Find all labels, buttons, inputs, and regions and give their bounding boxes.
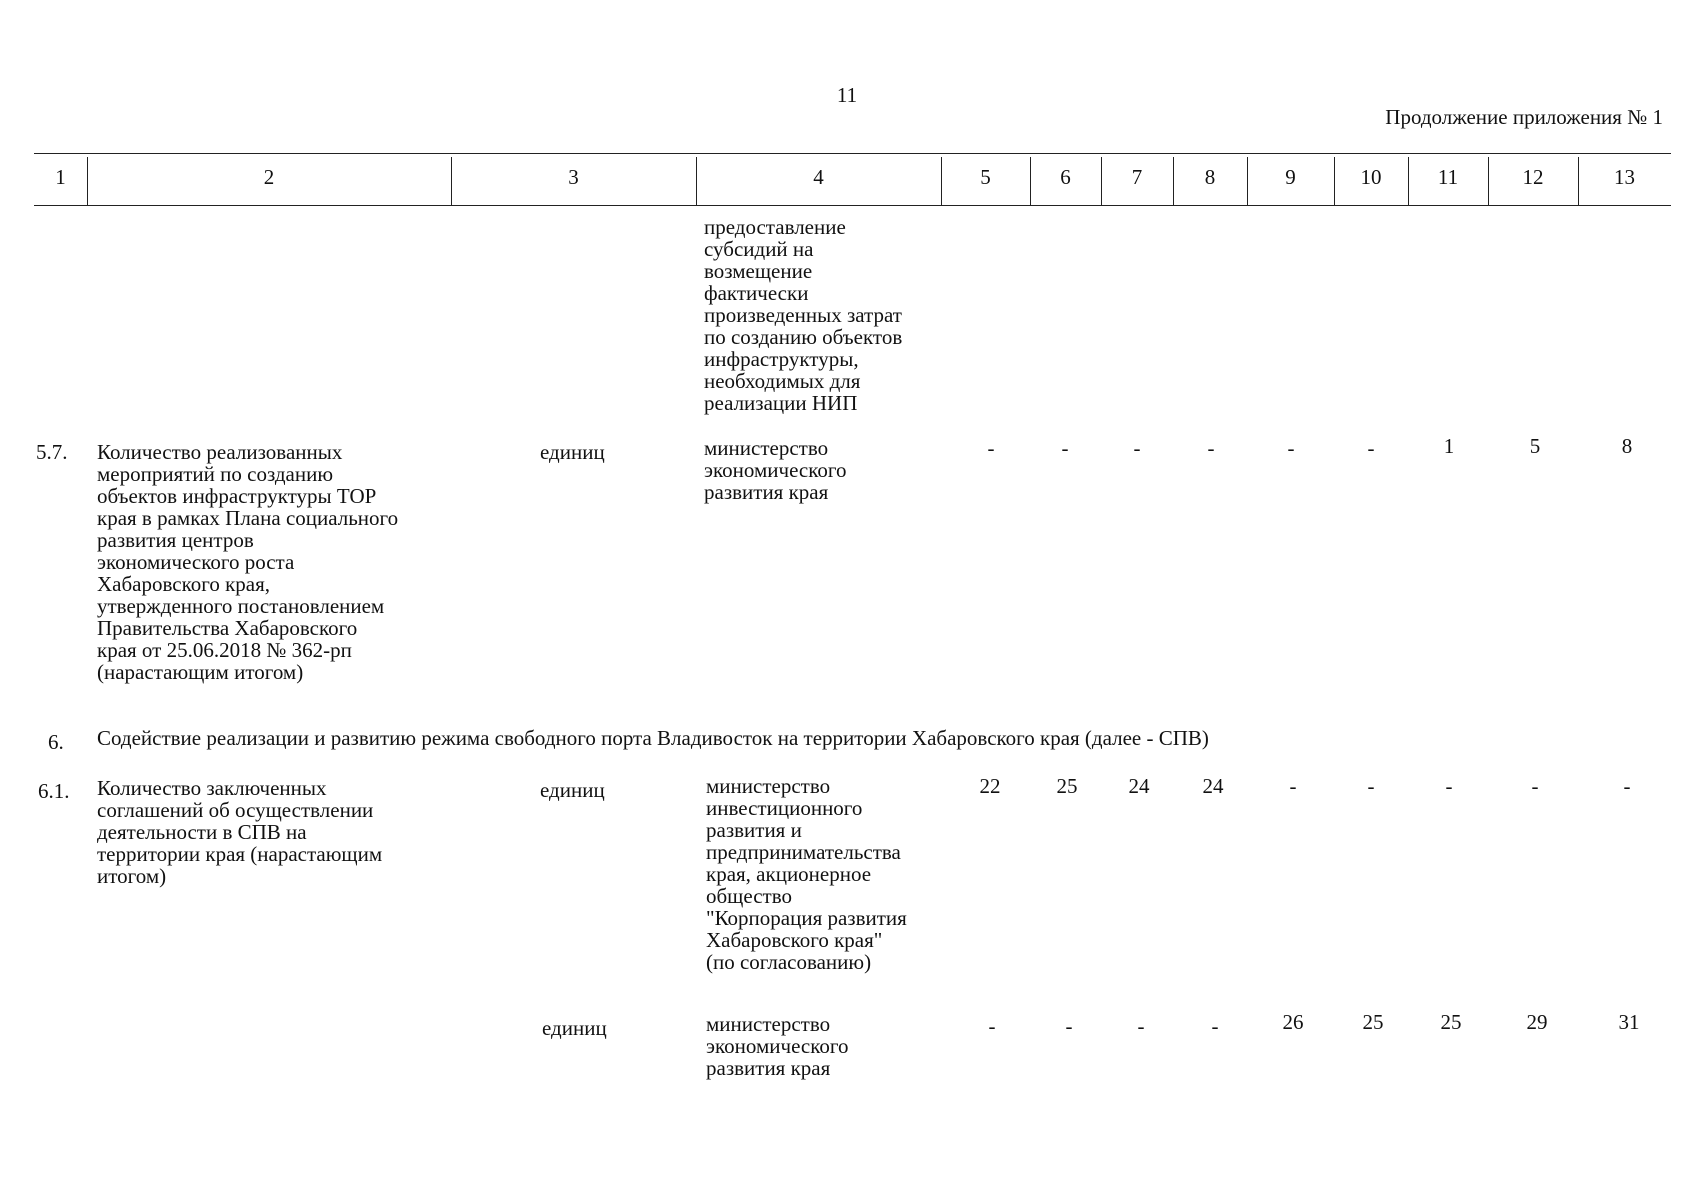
header-cell-4: 4 — [813, 165, 824, 189]
indicator-name: Количество заключенных соглашений об осуществлении деятельности в СПВ на территории края (нарастающим итогом) — [97, 776, 383, 888]
header-cell-7: 7 — [1131, 165, 1143, 189]
row-number: 6.1. — [38, 779, 70, 803]
header-cell-5: 5 — [980, 165, 991, 189]
value-cell-12: 29 — [1526, 1010, 1548, 1034]
unit-cell: единиц — [542, 1016, 607, 1040]
section-title: Содействие реализации и развитию режима свободного порта Владивосток на территории Хабаровского края (далее - СПВ) — [97, 726, 1209, 750]
value-cell-9: 26 — [1282, 1010, 1304, 1034]
header-cell-3: 3 — [568, 165, 579, 189]
unit-cell: единиц — [540, 440, 605, 464]
header-cell-6: 6 — [1060, 165, 1071, 189]
value-cell-8: - — [1207, 436, 1215, 460]
value-cell-12: 5 — [1529, 434, 1541, 458]
value-cell-12: - — [1531, 774, 1539, 798]
value-cell-6: 25 — [1056, 774, 1078, 798]
value-cell-9: - — [1287, 436, 1295, 460]
header-top-border — [34, 153, 1671, 154]
header-cell-9: 9 — [1285, 165, 1296, 189]
value-cell-9: - — [1289, 774, 1297, 798]
header-cell-12: 12 — [1522, 165, 1544, 189]
row-number: 6. — [48, 730, 64, 754]
header-cell-13: 13 — [1614, 165, 1635, 189]
value-cell-8: - — [1211, 1014, 1219, 1038]
indicator-name: Количество реализованных мероприятий по созданию объектов инфраструктуры ТОР края в рамках Плана социального развития центров экономического роста Хабаровского края, утвержденного постановлением Правительства Хабаровского края от 25.06.2018 № 362-рп (нарастающим итогом) — [97, 440, 399, 684]
appendix-note: Продолжение приложения № 1 — [1385, 105, 1663, 129]
value-cell-7: 24 — [1128, 774, 1150, 798]
executor-cell: предоставление субсидий на возмещение фактически произведенных затрат по созданию объектов инфраструктуры, необходимых для реализации НИП — [704, 215, 903, 415]
value-cell-7: - — [1137, 1014, 1145, 1038]
executor-cell: министерство экономического развития края — [704, 436, 847, 504]
value-cell-5: 22 — [979, 774, 1001, 798]
value-cell-10: - — [1367, 436, 1375, 460]
value-cell-10: - — [1367, 774, 1375, 798]
value-cell-11: 1 — [1443, 434, 1455, 458]
value-cell-7: - — [1133, 436, 1141, 460]
value-cell-5: - — [987, 436, 995, 460]
row-number: 5.7. — [36, 440, 68, 464]
header-cell-8: 8 — [1204, 165, 1216, 189]
value-cell-8: 24 — [1202, 774, 1224, 798]
value-cell-13: - — [1623, 774, 1631, 798]
header-cell-10: 10 — [1360, 165, 1382, 189]
page-number: 11 — [836, 83, 858, 107]
executor-cell: министерство инвестиционного развития и предпринимательства края, акционерное общество "Корпорация развития Хабаровского края" (по согласованию) — [706, 774, 907, 974]
value-cell-5: - — [988, 1014, 996, 1038]
executor-cell: министерство экономического развития края — [706, 1012, 849, 1080]
unit-cell: единиц — [540, 778, 605, 802]
header-cell-2: 2 — [263, 165, 275, 189]
value-cell-11: 25 — [1440, 1010, 1462, 1034]
header-bottom-border — [34, 205, 1671, 206]
value-cell-10: 25 — [1362, 1010, 1384, 1034]
value-cell-6: - — [1061, 436, 1069, 460]
header-cell-1: 1 — [55, 165, 66, 189]
value-cell-13: 31 — [1618, 1010, 1640, 1034]
header-cell-11: 11 — [1437, 165, 1459, 189]
value-cell-13: 8 — [1621, 434, 1633, 458]
value-cell-11: - — [1445, 774, 1453, 798]
value-cell-6: - — [1065, 1014, 1073, 1038]
